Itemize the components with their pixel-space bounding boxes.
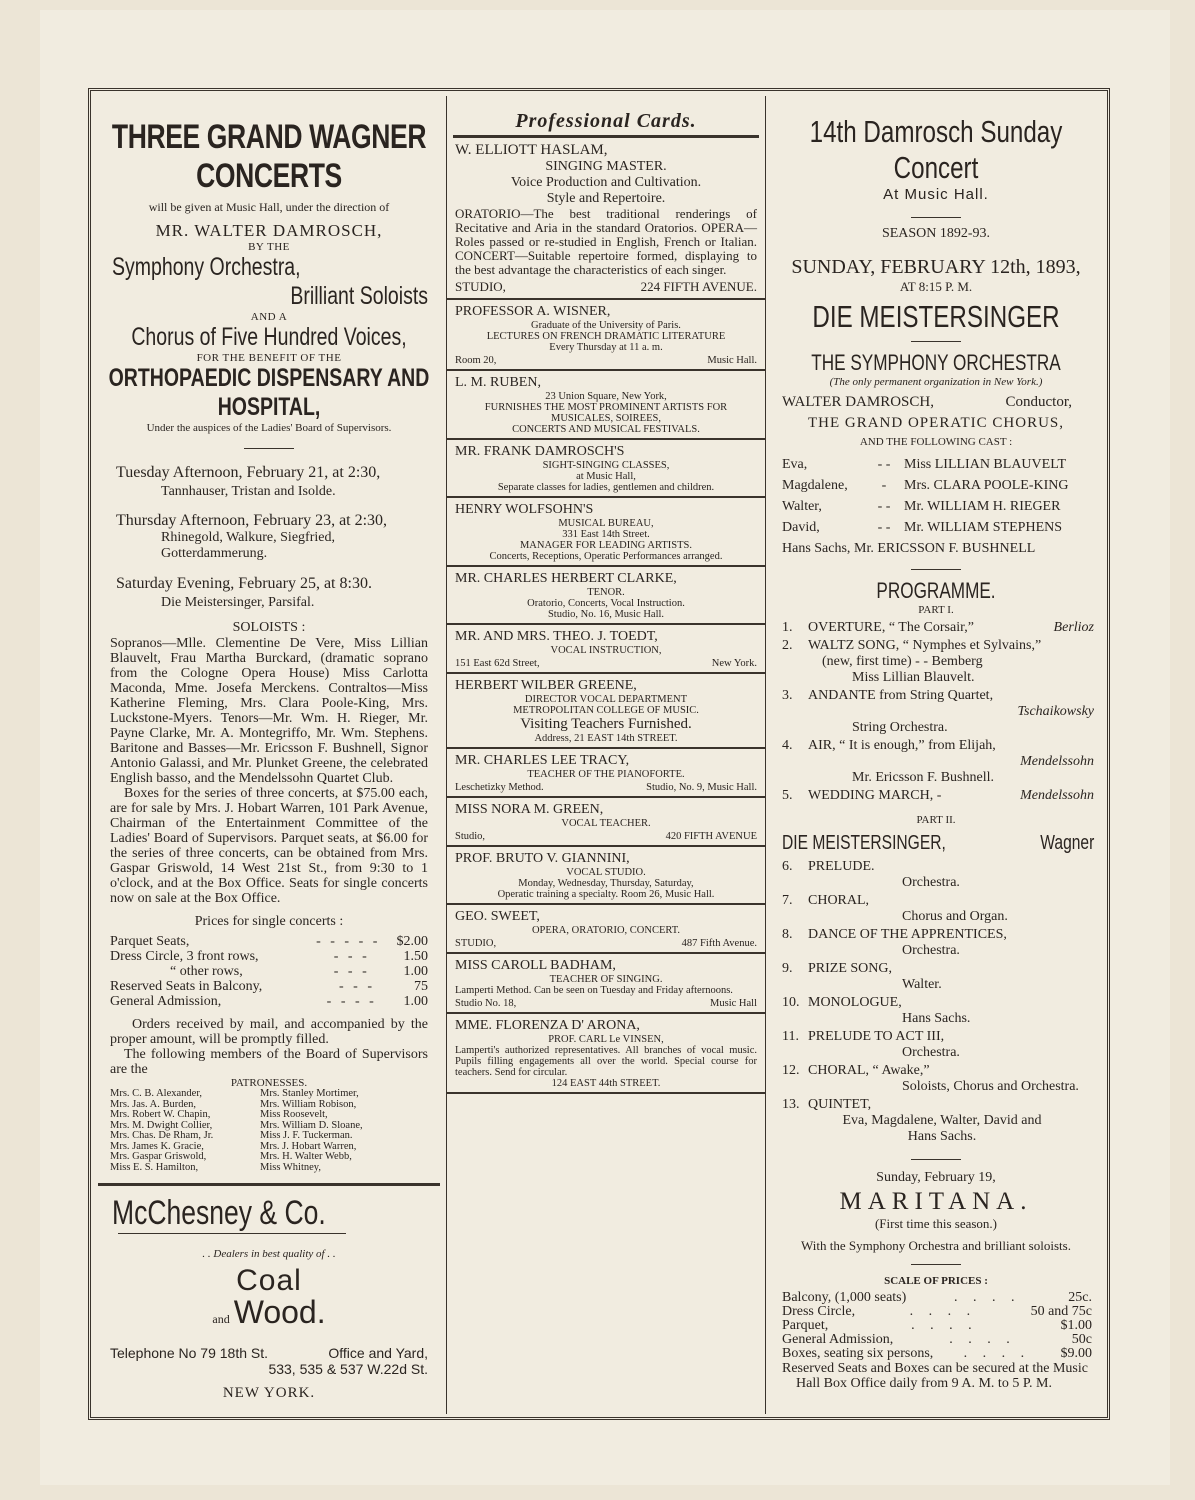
price-label: Parquet Seats, — [110, 934, 190, 949]
item-composer: Mendelssohn — [1020, 788, 1094, 803]
programme-item — [782, 927, 1094, 959]
professional-card — [447, 138, 765, 300]
cast-role: Eva, — [782, 457, 808, 472]
professional-card — [447, 954, 765, 1014]
item-title: WEDDING MARCH, - — [808, 788, 942, 803]
item-title: CHORAL, “ Awake,” — [808, 1063, 930, 1078]
card-line: Every Thursday at 11 a. m. — [549, 342, 663, 353]
cast-dash: - - — [877, 499, 891, 514]
professional-card — [447, 847, 765, 905]
cards-heading: Professional Cards. — [515, 110, 697, 132]
patronesses-list — [110, 1089, 428, 1173]
card-name: PROF. BRUTO V. GIANNINI, — [455, 851, 630, 866]
card-line: VOCAL TEACHER. — [561, 818, 651, 829]
item-number: 3. — [782, 688, 793, 703]
soloists-heading: SOLOISTS : — [232, 620, 306, 635]
item-sub: Tschaikowsky — [1017, 704, 1094, 719]
card-line: SIGHT-SINGING CLASSES, — [542, 460, 670, 471]
card-name: MR. AND MRS. THEO. J. TOEDT, — [455, 629, 658, 644]
price-dots: - - - - - — [316, 934, 381, 949]
professional-card — [447, 625, 765, 674]
scale-dots: . . . . — [963, 1346, 1031, 1361]
item-number: 12. — [782, 1063, 800, 1078]
director-name: MR. WALTER DAMROSCH, — [155, 221, 383, 240]
programme-item — [782, 620, 1094, 636]
hospital-line: ORTHOPAEDIC DISPENSARY AND HOSPITAL, — [108, 364, 430, 421]
card-name: MR. FRANK DAMROSCH'S — [455, 444, 625, 459]
price-row — [110, 934, 428, 949]
given-line: will be given at Music Hall, under the direction of — [148, 200, 390, 214]
programme-item — [782, 1063, 1094, 1095]
prices-heading: Prices for single concerts : — [194, 914, 344, 929]
concert3-date: Saturday Evening, February 25, at 8:30. — [116, 575, 372, 592]
season: SEASON 1892-93. — [881, 226, 991, 241]
price-value: 1.00 — [403, 964, 428, 979]
cast-dash: - — [881, 478, 887, 493]
cast-role: Magdalene, — [782, 478, 848, 493]
item-number: 5. — [782, 788, 793, 803]
item-title: OVERTURE, “ The Corsair,” — [808, 620, 974, 635]
ad-wood: Wood. — [233, 1294, 326, 1330]
price-dots: - - - — [333, 949, 370, 964]
item-number: 7. — [782, 893, 793, 908]
patroness-name: Mrs. H. Walter Webb, — [260, 1151, 352, 1162]
item-number: 13. — [782, 1097, 800, 1112]
card-name: HERBERT WILBER GREENE, — [455, 678, 637, 693]
cards-list — [447, 138, 765, 1094]
card-right: Music Hall — [710, 998, 757, 1009]
patroness-name: Mrs. Jas. A. Burden, — [110, 1098, 197, 1110]
boxes-text: Boxes for the series of three concerts, at $75.00 each, are for sale by Mrs. J. Hobart Warren, 101 Park Avenue, Chairman of the Entertainment Committee of the Ladies' Board of Supervisors. Parquet seats, at $6.00 for the series of three concerts, can be obtained from Mrs. Gaspar Griswold, 14 West 21st St., from 9:30 to 1 o'clock, and at the Box Office. Seats for single concerts now on sale at the Box Office. — [110, 786, 428, 906]
scale-row — [782, 1305, 1092, 1319]
next-concert-date: Sunday, February 19, — [876, 1170, 996, 1185]
card-left: Room 20, — [455, 355, 497, 366]
next-note: (First time this season.) — [874, 1216, 998, 1231]
price-row — [110, 964, 428, 979]
conductor-role: Conductor, — [1005, 394, 1072, 410]
conductor-name: WALTER DAMROSCH, — [782, 394, 934, 410]
orchestra-note: (The only permanent organization in New York.) — [829, 376, 1043, 388]
cast-singer: Mr. ERICSSON F. BUSHNELL — [854, 541, 1036, 556]
item-performer: Miss Lillian Blauvelt. — [852, 670, 975, 685]
card-left: STUDIO, — [455, 938, 497, 949]
scale-row — [782, 1333, 1092, 1347]
item-number: 10. — [782, 995, 800, 1010]
card-right: Music Hall. — [707, 355, 757, 366]
soloists-text: Sopranos—Mlle. Clementine De Vere, Miss Lillian Blauvelt, Frau Martha Burckard, (dramatic soprano from the Cologne Opera House) Miss Carlotta Maconda, Mme. Josefa Merckens. Contraltos—Miss Katherine Fleming, Mrs. Clara Poole-King, Mrs. Luckstone-Myers. Tenors—Mr. Wm. H. Rieger, Mr. Payne Clarke, Mr. A. Montegriffo, Mr. Wm. Stephens. Baritone and Basses—Mr. Ericsson F. Bushnell, Signor Antonio Galassi, and Mr. Plunket Greene, the celebrated English basso, and the Mendelssohn Quartet Club. — [110, 636, 428, 786]
item-performer: Orchestra. — [902, 943, 960, 958]
concert2-program: Rhinegold, Walkure, Siegfried, Gotterdammerung. — [161, 530, 335, 561]
ad-address: 533, 535 & 537 W.22d St. — [268, 1361, 428, 1377]
scale-of-prices — [782, 1291, 1092, 1361]
card-line: FURNISHES THE MOST PROMINENT ARTISTS FOR — [484, 402, 728, 413]
item-performer: String Orchestra. — [852, 720, 948, 735]
item-title: AIR, “ It is enough,” from Elijah, — [808, 738, 996, 753]
cast-heading: AND THE FOLLOWING CAST : — [859, 436, 1013, 448]
item-number: 1. — [782, 620, 793, 635]
item-title: PRELUDE. — [808, 859, 875, 874]
item-performer: Hans Sachs. — [902, 1011, 971, 1026]
professional-card — [447, 498, 765, 567]
price-value: $2.00 — [396, 934, 428, 949]
cast-singer: Mr. WILLIAM H. RIEGER — [904, 499, 1061, 514]
card-name: MME. FLORENZA D' ARONA, — [455, 1018, 640, 1033]
scale-heading: SCALE OF PRICES : — [884, 1275, 988, 1287]
card-right: 487 Fifth Avenue. — [681, 938, 757, 949]
concert3-program: Die Meistersinger, Parsifal. — [161, 595, 315, 610]
price-dots: - - - — [333, 964, 370, 979]
soloists-line: Brilliant Soloists — [290, 282, 428, 310]
card-line: MANAGER FOR LEADING ARTISTS. — [519, 540, 693, 551]
card-line: 331 East 14th Street. — [562, 529, 650, 540]
column-sunday-concert — [770, 96, 1102, 1414]
professional-card — [447, 674, 765, 749]
card-line: at Music Hall, — [576, 471, 636, 482]
card-left: STUDIO, — [455, 279, 506, 294]
programme-item — [782, 995, 1094, 1027]
card-name: HENRY WOLFSOHN'S — [455, 502, 594, 517]
price-row — [110, 979, 428, 994]
benefit-line: FOR THE BENEFIT OF THE — [196, 352, 342, 364]
card-line: TEACHER OF THE PIANOFORTE. — [527, 769, 685, 780]
scale-price: 50 and 75c — [1030, 1304, 1092, 1319]
card-line: DIRECTOR VOCAL DEPARTMENT — [524, 694, 688, 705]
card-right: New York. — [711, 658, 757, 669]
card-name: MR. CHARLES LEE TRACY, — [455, 753, 630, 768]
item-performer: Mr. Ericsson F. Bushnell. — [852, 770, 994, 785]
ad-dealers: . . Dealers in best quality of . . — [202, 1248, 336, 1260]
scale-label: General Admission, — [782, 1332, 894, 1347]
cast-row — [782, 538, 1092, 559]
programme-item — [782, 859, 1094, 891]
patroness-name: Mrs. Gaspar Griswold, — [110, 1151, 207, 1162]
ad-coal: Coal — [236, 1264, 302, 1297]
orchestra-name: THE SYMPHONY ORCHESTRA — [811, 350, 1061, 375]
programme-item — [782, 788, 1094, 804]
card-line: SINGING MASTER. — [545, 159, 667, 174]
cast-role: Hans Sachs, — [782, 541, 851, 556]
scale-price: 25c. — [1068, 1290, 1092, 1305]
item-title: MONOLOGUE, — [808, 995, 902, 1010]
card-line: Lamperti Method. Can be seen on Tuesday and Friday afternoons. — [455, 985, 733, 996]
price-label: “ other rows, — [170, 964, 243, 979]
item-title: WALTZ SONG, “ Nymphes et Sylvains,” — [808, 638, 1042, 653]
item-performer: Orchestra. — [902, 1045, 960, 1060]
scale-label: Dress Circle, — [782, 1304, 856, 1319]
card-line: Concerts, Receptions, Operatic Performances arranged. — [489, 551, 723, 562]
card-name: MISS NORA M. GREEN, — [455, 802, 604, 817]
programme-item — [782, 1029, 1094, 1061]
item-performer: Eva, Magdalene, Walter, David and Hans Sachs. — [842, 1113, 1042, 1144]
scale-price: 50c — [1071, 1332, 1092, 1347]
card-name: L. M. RUBEN, — [455, 375, 541, 390]
item-title: DANCE OF THE APPRENTICES, — [808, 927, 1007, 942]
orchestra-line: Symphony Orchestra, — [112, 253, 301, 281]
card-right: Studio, No. 9, Music Hall. — [646, 782, 757, 793]
cast-role: Walter, — [782, 499, 822, 514]
price-label: General Admission, — [110, 994, 222, 1009]
card-left: Studio, — [455, 831, 486, 842]
item-number: 11. — [782, 1029, 799, 1044]
item-performer: Walter. — [902, 977, 942, 992]
part1-heading: PART I. — [918, 604, 954, 616]
card-line: VOCAL STUDIO. — [566, 867, 646, 878]
programme-item — [782, 638, 1094, 686]
card-line: Style and Repertoire. — [546, 191, 666, 206]
orders-text: Orders received by mail, and accompanied by the proper amount, will be promptly filled. — [110, 1017, 428, 1047]
price-label: Dress Circle, 3 front rows, — [110, 949, 259, 964]
patroness-name: Mrs. M. Dwight Collier, — [110, 1119, 213, 1131]
programme-item — [782, 1097, 1094, 1145]
card-right: 224 FIFTH AVENUE. — [640, 279, 757, 294]
scale-row — [782, 1319, 1092, 1333]
professional-card — [447, 905, 765, 954]
concert-date: SUNDAY, FEBRUARY 12th, 1893, — [791, 256, 1081, 278]
card-line: Graduate of the University of Paris. — [531, 320, 681, 331]
card-line: Voice Production and Cultivation. — [510, 175, 702, 190]
programme-item — [782, 961, 1094, 993]
card-right: 420 FIFTH AVENUE — [665, 831, 757, 842]
patroness-name: Mrs. Stanley Mortimer, — [260, 1088, 359, 1099]
card-line: Operatic training a specialty. Room 26, Music Hall. — [497, 889, 715, 900]
scale-label: Parquet, — [782, 1318, 829, 1333]
patronesses-heading: PATRONESSES. — [230, 1077, 308, 1089]
ad-city: NEW YORK. — [222, 1385, 316, 1401]
card-text: ORATORIO—The best traditional renderings of Recitative and Aria in the standard Oratorios. OPERA—Roles passed or re-studied in English, French or Italian. CONCERT—Suitable repertoire formed, displaying to the best advantage the characteristics of each singer. — [455, 206, 757, 277]
part2-list — [782, 859, 1094, 1145]
card-name: MISS CAROLL BADHAM, — [455, 958, 616, 973]
card-line: OPERA, ORATORIO, CONCERT. — [531, 925, 681, 936]
item-number: 9. — [782, 961, 793, 976]
chorus-name: THE GRAND OPERATIC CHORUS, — [807, 415, 1065, 431]
price-dots: - - - — [339, 979, 375, 994]
part2-heading: PART II. — [916, 814, 956, 826]
concert2-date: Thursday Afternoon, February 23, at 2:30, — [116, 512, 388, 529]
patroness-name: Mrs. C. B. Alexander, — [110, 1088, 203, 1099]
auspices-line: Under the auspices of the Ladies' Board of Supervisors. — [146, 422, 392, 434]
card-line: Studio, No. 16, Music Hall. — [547, 609, 665, 620]
professional-card — [447, 798, 765, 847]
professional-card — [447, 371, 765, 440]
item-number: 8. — [782, 927, 793, 942]
scale-price: $1.00 — [1060, 1318, 1092, 1333]
professional-card — [447, 1014, 765, 1094]
programme-heading: PROGRAMME. — [876, 578, 996, 603]
scale-dots: . . . . — [949, 1332, 1016, 1347]
item-performer: Chorus and Organ. — [902, 909, 1008, 924]
ad-and: and — [212, 1312, 230, 1326]
patroness-name: Mrs. James K. Gracie, — [110, 1140, 204, 1152]
price-value: 1.00 — [403, 994, 428, 1009]
card-name: W. ELLIOTT HASLAM, — [455, 142, 608, 158]
scale-label: Balcony, (1,000 seats) — [782, 1290, 907, 1305]
card-line: Lamperti's authorized representatives. All branches of vocal music. Pupils filling engagements all over the world. Special course for teachers. Send for circular. — [455, 1045, 757, 1078]
cast-row — [782, 517, 1092, 538]
card-line: 124 EAST 44th STREET. — [551, 1078, 661, 1089]
patroness-name: Mrs. Chas. De Rham, Jr. — [110, 1130, 214, 1141]
price-label: Reserved Seats in Balcony, — [110, 979, 263, 994]
cast-singer: Mr. WILLIAM STEPHENS — [904, 520, 1063, 535]
patroness-name: Miss Whitney, — [260, 1161, 321, 1173]
item-title: PRIZE SONG, — [808, 961, 893, 976]
patroness-name: Miss E. S. Hamilton, — [110, 1161, 199, 1173]
price-dots: - - - - — [326, 994, 377, 1009]
card-line: TENOR. — [587, 587, 625, 598]
cast-role: David, — [782, 520, 820, 535]
item-title: PRELUDE TO ACT III, — [808, 1029, 945, 1044]
patroness-name: Mrs. J. Hobart Warren, — [260, 1140, 357, 1152]
item-title: CHORAL, — [808, 893, 870, 908]
programme-item — [782, 688, 1094, 736]
item-sub: Mendelssohn — [1020, 754, 1094, 769]
cast-singer: Miss LILLIAN BLAUVELT — [904, 457, 1067, 472]
card-line: Visiting Teachers Furnished. — [520, 716, 692, 732]
card-left: Studio No. 18, — [455, 998, 517, 1009]
part2-title: DIE MEISTERSINGER, — [782, 832, 946, 854]
professional-card — [447, 300, 765, 371]
patroness-name: Mrs. Robert W. Chapin, — [110, 1109, 211, 1120]
opera-title: DIE MEISTERSINGER — [812, 299, 1060, 334]
concert-venue: At Music Hall. — [883, 186, 989, 203]
card-line: PROF. CARL Le VINSEN, — [548, 1034, 664, 1045]
patroness-name: Miss J. F. Tuckerman. — [260, 1130, 353, 1141]
scale-dots: . . . . — [909, 1304, 977, 1319]
price-row — [110, 994, 428, 1009]
ad-office: Office and Yard, — [328, 1345, 428, 1361]
cast-row — [782, 496, 1092, 517]
professional-card — [447, 749, 765, 798]
scale-label: Boxes, seating six persons, — [782, 1346, 934, 1361]
card-line: METROPOLITAN COLLEGE OF MUSIC. — [513, 705, 699, 716]
programme-item — [782, 893, 1094, 925]
patroness-name: Mrs. William Robison, — [260, 1098, 357, 1110]
card-name: PROFESSOR A. WISNER, — [455, 304, 611, 319]
cast-row — [782, 454, 1092, 475]
card-line: TEACHER OF SINGING. — [549, 974, 663, 985]
card-line: Separate classes for ladies, gentlemen and children. — [497, 482, 715, 493]
cast-dash: - - — [877, 457, 891, 472]
item-performer: Soloists, Chorus and Orchestra. — [902, 1079, 1079, 1094]
professional-card — [447, 440, 765, 498]
single-prices-list — [110, 934, 428, 1009]
price-value: 75 — [414, 979, 428, 994]
item-sub: (new, first time) - - Bemberg — [822, 654, 983, 669]
patroness-name: Mrs. William D. Sloane, — [260, 1119, 363, 1131]
concert1-program: Tannhauser, Tristan and Isolde. — [161, 484, 336, 499]
and-a: AND A — [250, 311, 288, 323]
wagner-title: THREE GRAND WAGNER CONCERTS — [111, 118, 427, 195]
item-number: 4. — [782, 738, 793, 753]
cast-singer: Mrs. CLARA POOLE-KING — [904, 478, 1069, 493]
scale-price: $9.00 — [1060, 1346, 1092, 1361]
item-number: 2. — [782, 638, 793, 653]
cast-list — [782, 454, 1092, 559]
item-composer: Berlioz — [1053, 620, 1094, 635]
chorus-line: Chorus of Five Hundred Voices, — [131, 323, 407, 351]
following-text: The following members of the Board of Supervisors are the — [110, 1047, 428, 1077]
item-title: QUINTET, — [808, 1097, 872, 1112]
card-line: MUSICALES, SOIREES, — [551, 413, 661, 424]
column-professional-cards — [446, 96, 766, 1414]
ad-company-name: McChesney & Co. — [112, 1194, 326, 1232]
cast-row — [782, 475, 1092, 496]
card-line: Monday, Wednesday, Thursday, Saturday, — [518, 878, 694, 889]
card-line: MUSICAL BUREAU, — [558, 518, 654, 529]
card-name: MR. CHARLES HERBERT CLARKE, — [455, 571, 677, 586]
next-opera: MARITANA. — [839, 1188, 1033, 1215]
by-the: BY THE — [248, 241, 290, 253]
concert-title: 14th Damrosch Sunday Concert — [809, 114, 1063, 185]
reserved-text: Reserved Seats and Boxes can be secured at the Music Hall Box Office daily from 9 A. M. to 5 P. M. — [782, 1361, 1088, 1391]
card-line: CONCERTS AND MUSICAL FESTIVALS. — [512, 424, 700, 435]
card-line: 23 Union Square, New York, — [545, 391, 667, 402]
part1-list — [782, 620, 1094, 804]
scale-dots: . . . . — [911, 1318, 978, 1333]
programme-item — [782, 738, 1094, 786]
scale-dots: . . . . — [954, 1290, 1021, 1305]
card-left: Leschetizky Method. — [455, 782, 544, 793]
column-wagner-concerts — [98, 96, 440, 1414]
ad-telephone: Telephone No 79 18th St. — [110, 1345, 269, 1361]
item-number: 6. — [782, 859, 793, 874]
concert-time: AT 8:15 P. M. — [899, 279, 973, 294]
card-left: 151 East 62d Street, — [455, 658, 540, 669]
next-with: With the Symphony Orchestra and brilliant soloists. — [801, 1238, 1071, 1253]
patroness-name: Miss Roosevelt, — [260, 1109, 328, 1120]
card-line: LECTURES ON FRENCH DRAMATIC LITERATURE — [486, 331, 726, 342]
card-name: GEO. SWEET, — [455, 909, 540, 924]
cast-dash: - - — [877, 520, 891, 535]
scale-row — [782, 1291, 1092, 1305]
card-line: VOCAL INSTRUCTION, — [550, 645, 662, 656]
price-row — [110, 949, 428, 964]
card-line: Oratorio, Concerts, Vocal Instruction. — [527, 598, 685, 609]
price-value: 1.50 — [403, 949, 428, 964]
card-line: Address, 21 EAST 14th STREET. — [534, 733, 678, 744]
part2-composer: Wagner — [1039, 832, 1094, 854]
professional-card — [447, 567, 765, 625]
item-title: ANDANTE from String Quartet, — [808, 688, 994, 703]
scale-row — [782, 1347, 1092, 1361]
concert1-date: Tuesday Afternoon, February 21, at 2:30, — [116, 464, 381, 481]
item-performer: Orchestra. — [902, 875, 960, 890]
